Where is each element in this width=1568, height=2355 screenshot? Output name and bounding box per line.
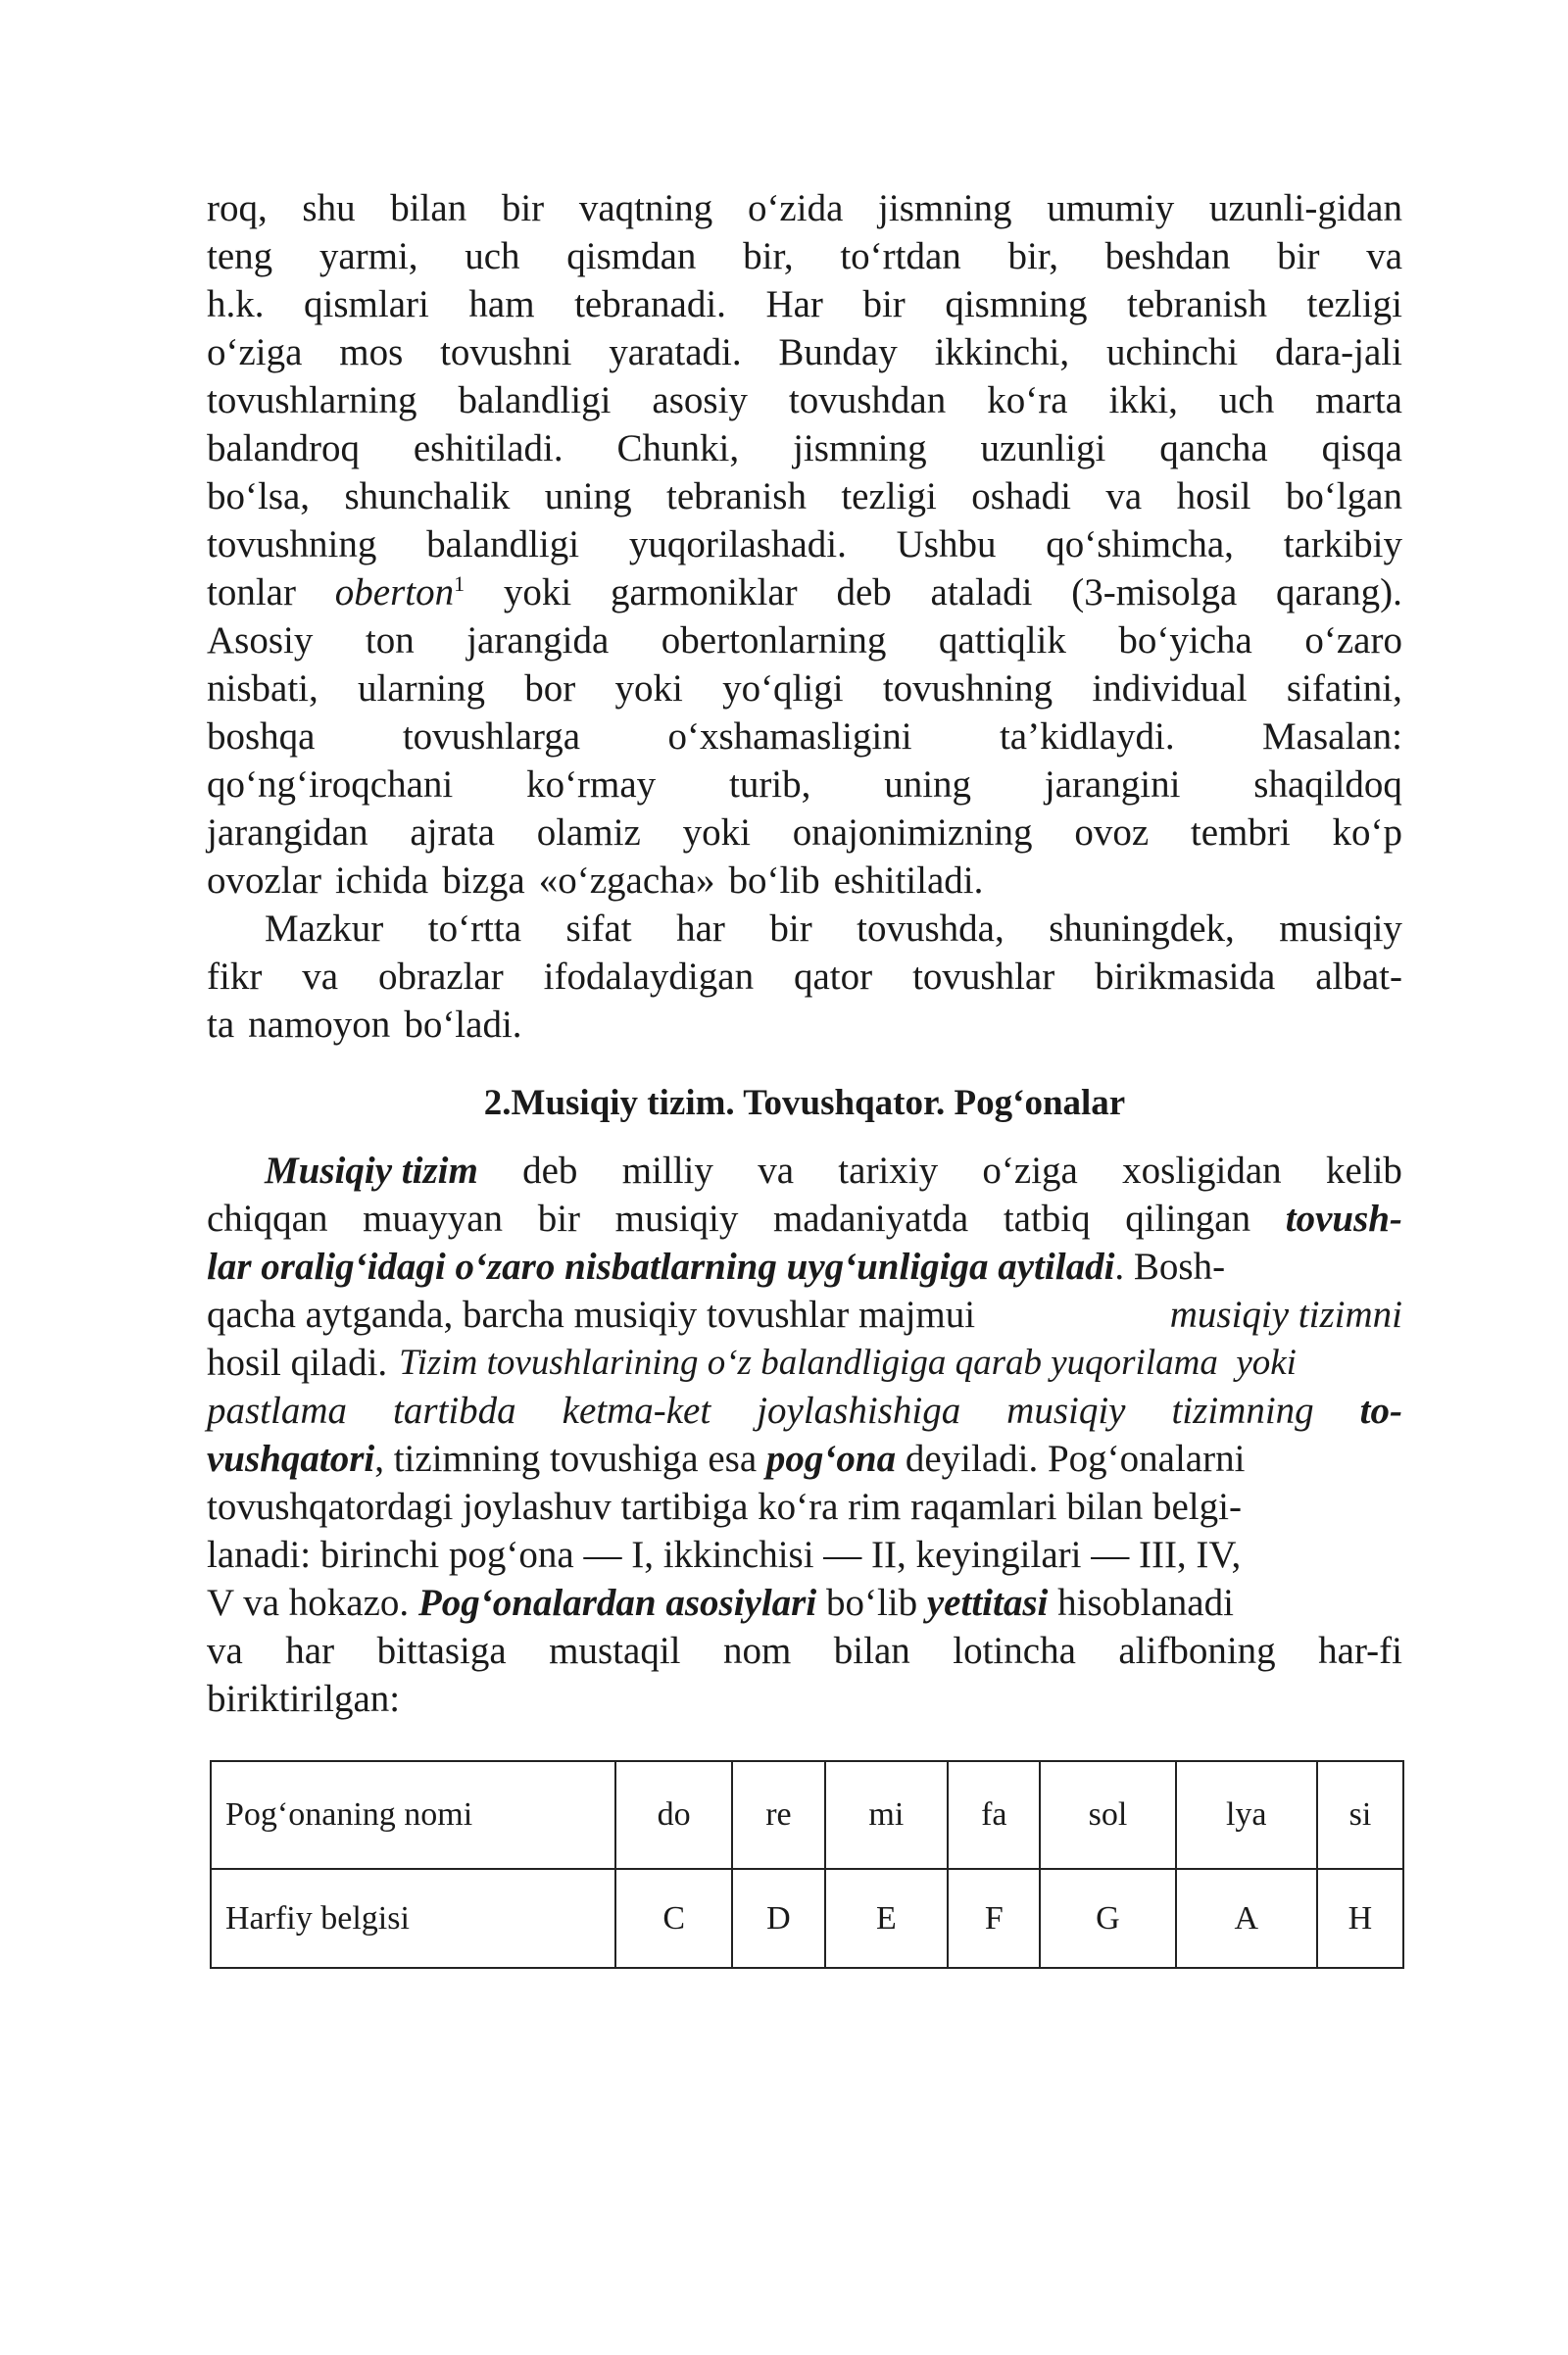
word: jismning	[878, 187, 1012, 229]
sec2-line-11	[207, 1627, 1402, 1675]
sec2-l5-italic: Tizim tovushlarining o‘z balandligiga qarab yuqorilama yoki	[399, 1343, 1297, 1383]
word: jarangini	[1044, 763, 1181, 806]
sec2-l3-bold: lar oralig‘idagi o‘zaro nisbatlarning uyg‘unligiga aytiladi. Bosh-	[207, 1246, 1226, 1288]
paragraph-2	[207, 905, 1402, 1049]
word: qancha	[1159, 427, 1268, 469]
word: uzunli-gidan	[1208, 187, 1402, 229]
word: yoki	[503, 571, 572, 613]
word: ichida	[334, 859, 429, 902]
word: garmoniklar	[611, 571, 798, 613]
word: boshqa	[207, 715, 316, 758]
word: shunchalik	[344, 475, 511, 517]
word: har	[676, 908, 725, 950]
word: yuqorilashadi.	[628, 523, 847, 565]
word: bir	[537, 1198, 581, 1240]
table-row-header: Pog‘onaning nomi	[211, 1761, 615, 1869]
text-line	[207, 712, 1402, 760]
word: qismlari	[304, 283, 429, 325]
word: uning	[884, 763, 972, 806]
word: yo‘qligi	[722, 667, 844, 710]
table-row	[211, 1761, 1403, 1869]
word: tarixiy	[838, 1150, 939, 1192]
word: bizga	[442, 859, 525, 902]
word: tovush-	[1285, 1198, 1402, 1240]
word: Mazkur	[265, 908, 384, 950]
word: uchinchi	[1105, 331, 1239, 373]
word: umumiy	[1047, 187, 1175, 229]
word: qo‘ng‘iroqchani	[207, 763, 454, 806]
word: deb	[522, 1150, 578, 1192]
word: bor	[524, 667, 576, 710]
word: o‘ziga	[982, 1150, 1078, 1192]
word: asosiy	[652, 379, 748, 421]
word: o‘xshamasligini	[667, 715, 912, 758]
word: balandligi	[426, 523, 580, 565]
word: mos	[339, 331, 404, 373]
word: ko‘rmay	[526, 763, 657, 806]
table-cell: G	[1040, 1869, 1175, 1968]
paragraph-1	[207, 184, 1402, 905]
word-oberton: oberton$^1$	[334, 571, 466, 613]
word: sifat	[565, 908, 632, 950]
table-cell: H	[1317, 1869, 1403, 1968]
word: pastlama	[207, 1390, 348, 1432]
word: yaratadi.	[609, 331, 742, 373]
word: o‘zida	[747, 187, 844, 229]
word: tezligi	[841, 475, 937, 517]
word: Masalan:	[1261, 715, 1402, 758]
word: to-	[1359, 1390, 1402, 1432]
word: albat-	[1315, 956, 1402, 998]
text-line	[207, 760, 1402, 809]
text-line-oberton	[207, 568, 1402, 616]
word: shuningdek,	[1049, 908, 1235, 950]
word: individual	[1092, 667, 1248, 710]
word: dara-jali	[1275, 331, 1402, 373]
table-cell: C	[615, 1869, 732, 1968]
word: tonlar	[207, 571, 296, 613]
table-row	[211, 1869, 1403, 1968]
word: turib,	[728, 763, 811, 806]
text-line	[207, 376, 1402, 424]
word: uning	[544, 475, 632, 517]
sec2-l4-italic: musiqiy tizimni	[1169, 1294, 1402, 1336]
term-musiqiy-tizim: Musiqiy tizim	[265, 1150, 478, 1192]
word: musiqiy	[1006, 1390, 1126, 1432]
text-line	[207, 424, 1402, 472]
word: Chunki,	[616, 427, 740, 469]
word: tezligi	[1306, 283, 1402, 325]
word: bo‘yicha	[1118, 619, 1252, 662]
text-line	[207, 232, 1402, 280]
page-text	[207, 184, 1402, 1723]
word: ataladi	[930, 571, 1033, 613]
word: bittasiga	[376, 1630, 507, 1672]
word: tartibda	[392, 1390, 516, 1432]
word: va	[1105, 475, 1143, 517]
word: va	[302, 956, 339, 998]
word: tebranadi.	[574, 283, 726, 325]
word: teng	[207, 235, 273, 277]
sec2-line-7	[207, 1435, 1402, 1483]
word: qarang).	[1276, 571, 1402, 613]
table-cell: fa	[948, 1761, 1040, 1869]
word: ovoz	[1074, 811, 1150, 854]
word: bo‘lib	[728, 859, 820, 902]
word: Har	[765, 283, 823, 325]
sec2-l5-plain: hosil qiladi.	[207, 1342, 388, 1384]
word: ketma-ket	[562, 1390, 711, 1432]
sec2-line-6	[207, 1387, 1402, 1435]
word: to‘rtta	[427, 908, 522, 950]
text-line	[207, 809, 1402, 857]
word: balandroq	[207, 427, 360, 469]
word: tovushning	[882, 667, 1054, 710]
word: qo‘shimcha,	[1046, 523, 1234, 565]
text-line	[207, 184, 1402, 232]
word: shaqildoq	[1253, 763, 1402, 806]
word: ton	[365, 619, 415, 662]
word: eshitiladi.	[833, 859, 984, 902]
sec2-line-3	[207, 1243, 1402, 1291]
word: tovushda,	[857, 908, 1004, 950]
sec2-line-4	[207, 1291, 1402, 1339]
sec2-line-8	[207, 1483, 1402, 1531]
word: onajonimizning	[792, 811, 1033, 854]
sec2-l7: vushqatori, tizimning tovushiga esa pog‘ona deyiladi. Pog‘onalarni	[207, 1438, 1246, 1480]
table-cell: lya	[1176, 1761, 1317, 1869]
word: ikki,	[1108, 379, 1178, 421]
text-line	[207, 953, 1402, 1001]
word: bir	[1277, 235, 1320, 277]
word: tarkibiy	[1283, 523, 1402, 565]
word: mustaqil	[549, 1630, 681, 1672]
word: chiqqan	[207, 1198, 328, 1240]
word: musiqiy	[614, 1198, 739, 1240]
note-names-table	[210, 1760, 1404, 1969]
word: o‘zaro	[1304, 619, 1402, 662]
word: Bunday	[778, 331, 898, 373]
word: bir,	[1007, 235, 1058, 277]
word: qismning	[945, 283, 1088, 325]
word: tovushlarga	[402, 715, 581, 758]
word: joylashishiga	[757, 1390, 961, 1432]
sec2-l12: biriktirilgan:	[207, 1678, 401, 1720]
word: qator	[794, 956, 873, 998]
footnote-mark: 1	[454, 571, 466, 596]
word: nom	[722, 1630, 792, 1672]
word: ta’kidlaydi.	[999, 715, 1175, 758]
word: yoki	[682, 811, 751, 854]
word: madaniyatda	[772, 1198, 969, 1240]
sec2-l8: tovushqatordagi joylashuv tartibiga ko‘ra rim raqamlari bilan belgi-	[207, 1486, 1242, 1528]
word: yoki	[614, 667, 683, 710]
word: Ushbu	[896, 523, 997, 565]
word: tovushni	[440, 331, 572, 373]
word: balandligi	[458, 379, 612, 421]
word: bir	[862, 283, 906, 325]
text-line	[207, 472, 1402, 520]
word: tovushdan	[788, 379, 947, 421]
section-heading: 2.Musiqiy tizim. Tovushqator. Pog‘onalar	[483, 1083, 1126, 1123]
word: va	[1366, 235, 1402, 277]
sec2-line-5	[207, 1339, 1402, 1387]
section-2-body	[207, 1147, 1402, 1723]
sec2-l4-plain: qacha aytganda, barcha musiqiy tovushlar majmui	[207, 1294, 976, 1336]
word: ko‘ra	[987, 379, 1068, 421]
word: bir	[769, 908, 812, 950]
text-line	[207, 520, 1402, 568]
word: shu	[302, 187, 356, 229]
text-line	[207, 664, 1402, 712]
word: va	[758, 1150, 794, 1192]
word: tebranish	[1127, 283, 1267, 325]
word: namoyon	[248, 1004, 391, 1046]
word: uch	[465, 235, 520, 277]
word: vaqtning	[578, 187, 713, 229]
word: musiqiy	[1279, 908, 1402, 950]
word: har	[285, 1630, 335, 1672]
text-line-last	[207, 857, 1402, 905]
word: jismning	[793, 427, 927, 469]
word: ularning	[358, 667, 485, 710]
word: eshitiladi.	[413, 427, 564, 469]
word: sifatini,	[1286, 667, 1402, 710]
word: tovushlar	[912, 956, 1055, 998]
word: tovushning	[207, 523, 377, 565]
word: yarmi,	[318, 235, 418, 277]
table-cell: re	[732, 1761, 824, 1869]
table-cell: A	[1176, 1869, 1317, 1968]
word: tizimning	[1171, 1390, 1314, 1432]
table-cell: si	[1317, 1761, 1403, 1869]
word: ta	[207, 1004, 235, 1046]
word: Asosiy	[207, 619, 314, 662]
table-cell: D	[732, 1869, 824, 1968]
table-cell: F	[948, 1869, 1040, 1968]
word: to‘rtdan	[840, 235, 961, 277]
table-cell: mi	[825, 1761, 949, 1869]
table-cell: do	[615, 1761, 732, 1869]
sec2-l10: V va hokazo. Pog‘onalardan asosiylari bo‘lib yettitasi hisoblanadi	[207, 1582, 1234, 1624]
sec2-line-10	[207, 1579, 1402, 1627]
word: muayyan	[363, 1198, 504, 1240]
word: tatbiq	[1003, 1198, 1091, 1240]
word: va	[207, 1630, 243, 1672]
word: ham	[468, 283, 535, 325]
word: jarangida	[466, 619, 610, 662]
sec2-line-1	[207, 1147, 1402, 1195]
word: hosil	[1176, 475, 1251, 517]
word: ko‘p	[1332, 811, 1402, 854]
word: ikkinchi,	[934, 331, 1070, 373]
word: fikr	[207, 956, 263, 998]
word: xosligidan	[1122, 1150, 1282, 1192]
sec2-l9: lanadi: birinchi pog‘ona — I, ikkinchisi — II, keyingilari — III, IV,	[207, 1534, 1242, 1576]
table-cell: sol	[1040, 1761, 1175, 1869]
word: h.k.	[207, 283, 265, 325]
word: ifodalaydigan	[543, 956, 755, 998]
text-line	[207, 328, 1402, 376]
word: o‘ziga	[207, 331, 303, 373]
text-line	[207, 280, 1402, 328]
word: deb	[836, 571, 892, 613]
text-line-last	[207, 1001, 1402, 1049]
word: ovozlar	[207, 859, 321, 902]
word: olamiz	[536, 811, 641, 854]
word: tembri	[1190, 811, 1291, 854]
word: qismdan	[566, 235, 697, 277]
word: alifboning	[1118, 1630, 1276, 1672]
word: jarangidan	[207, 811, 368, 854]
word: bilan	[833, 1630, 910, 1672]
word: kelib	[1325, 1150, 1402, 1192]
word: ajrata	[410, 811, 495, 854]
word: qisqa	[1321, 427, 1402, 469]
table-cell: E	[825, 1869, 949, 1968]
word: bo‘lgan	[1285, 475, 1402, 517]
word: bilan	[390, 187, 467, 229]
word: «o‘zgacha»	[538, 859, 715, 902]
word: qilingan	[1125, 1198, 1251, 1240]
word: (3-misolga	[1071, 571, 1238, 613]
word: uch	[1218, 379, 1275, 421]
word: qattiqlik	[938, 619, 1066, 662]
word: tovushlarning	[207, 379, 417, 421]
table-row-header: Harfiy belgisi	[211, 1869, 615, 1968]
word: roq,	[207, 187, 268, 229]
sec2-line-12	[207, 1675, 1402, 1723]
word: nisbati,	[207, 667, 318, 710]
word: obertonlarning	[661, 619, 887, 662]
word: oshadi	[971, 475, 1072, 517]
word: uzunligi	[980, 427, 1106, 469]
word: birikmasida	[1095, 956, 1276, 998]
word: obrazlar	[377, 956, 504, 998]
word: bir,	[743, 235, 794, 277]
word: marta	[1315, 379, 1402, 421]
word: bir	[501, 187, 545, 229]
word: milliy	[621, 1150, 713, 1192]
word: beshdan	[1104, 235, 1231, 277]
text-line	[207, 905, 1402, 953]
sec2-line-2	[207, 1195, 1402, 1243]
word: bo‘ladi.	[404, 1004, 522, 1046]
word: lotincha	[953, 1630, 1076, 1672]
word: bo‘lsa,	[207, 475, 311, 517]
text-line	[207, 616, 1402, 664]
word: tebranish	[666, 475, 807, 517]
sec2-line-9	[207, 1531, 1402, 1579]
word: har-fi	[1318, 1630, 1402, 1672]
